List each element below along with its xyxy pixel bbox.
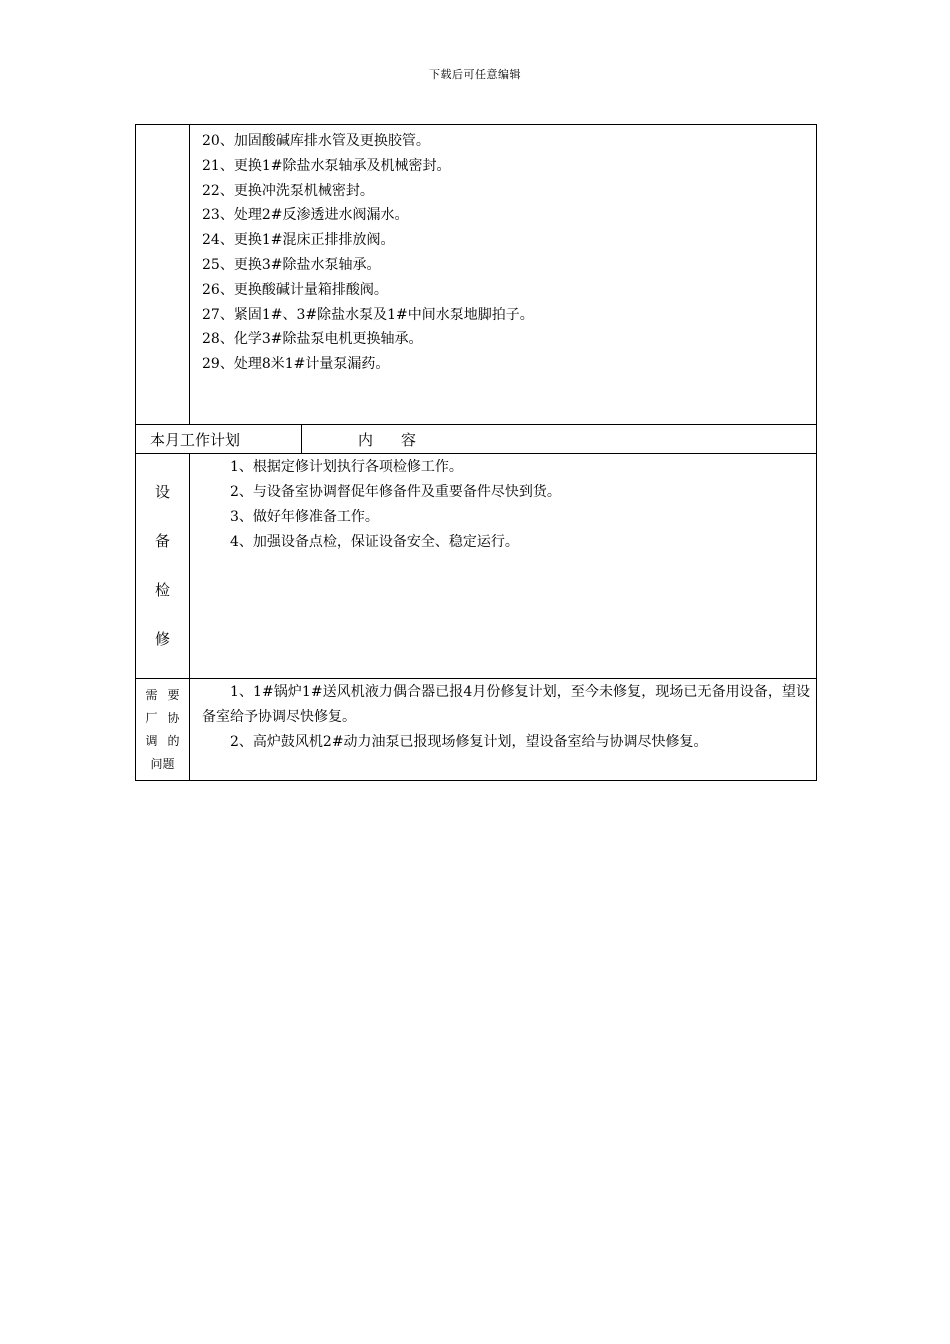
equipment-content-cell [190,454,817,679]
list-item: 23、处理2#反渗透进水阀漏水。 [202,207,409,224]
issues-label-char: 问题 [150,756,175,771]
equipment-label [136,454,190,679]
issues-label-char: 调 [145,733,158,748]
list-item: 26、更换酸碱计量箱排酸阀。 [202,281,388,298]
equipment-label-char: 修 [154,630,170,648]
completed-work-content-cell [190,125,817,425]
issues-label-char: 协 [167,710,180,725]
list-item: 22、更换冲洗泵机械密封。 [202,182,374,199]
equipment-label-char: 备 [154,532,170,550]
plan-header-row [136,425,817,454]
completed-work-label-cell [136,125,190,425]
page-header: 下载后可任意编辑 [429,68,521,81]
list-item: 1、1#锅炉1#送风机液力偶合器已报4月份修复计划，至今未修复，现场已无备用设备，望设备室给予协调尽快修复。 [202,684,811,725]
issues-row [136,679,817,781]
equipment-row [136,454,817,679]
list-item: 2、高炉鼓风机2#动力油泵已报现场修复计划，望设备室给与协调尽快修复。 [230,734,708,750]
list-item: 3、做好年修准备工作。 [230,509,379,525]
completed-items-list [190,125,816,377]
list-item: 20、加固酸碱库排水管及更换胶管。 [202,133,430,149]
plan-header-content-char1: 内 [358,430,374,449]
list-item: 2、与设备室协调督促年修备件及重要备件尽快到货。 [230,484,561,500]
list-item: 28、化学3#除盐泵电机更换轴承。 [202,331,423,348]
issues-label-char: 厂 [145,710,158,725]
list-item: 21、更换1#除盐水泵轴承及机械密封。 [202,157,451,174]
plan-header-content-char2: 容 [401,430,417,449]
issues-list [190,679,816,755]
issues-label [136,679,190,781]
issues-label-char: 的 [167,733,180,748]
work-report-table [135,124,817,781]
equipment-label-char: 设 [154,483,170,501]
list-item: 4、加强设备点检，保证设备安全、稳定运行。 [230,534,519,550]
list-item: 27、紧固1#、3#除盐水泵及1#中间水泵地脚拍子。 [202,306,534,323]
issues-label-char: 需 [145,687,158,702]
equipment-items-list [190,454,816,555]
issues-content-cell [190,679,817,781]
list-item: 29、处理8米1#计量泵漏药。 [202,356,390,373]
plan-header-content [302,425,817,454]
plan-header-label: 本月工作计划 [136,425,302,454]
issues-label-char: 要 [167,687,180,702]
list-item: 1、根据定修计划执行各项检修工作。 [230,459,463,475]
list-item: 24、更换1#混床正排排放阀。 [202,232,395,249]
list-item: 25、更换3#除盐水泵轴承。 [202,256,381,273]
completed-work-row [136,125,817,425]
equipment-label-char: 检 [154,581,170,599]
